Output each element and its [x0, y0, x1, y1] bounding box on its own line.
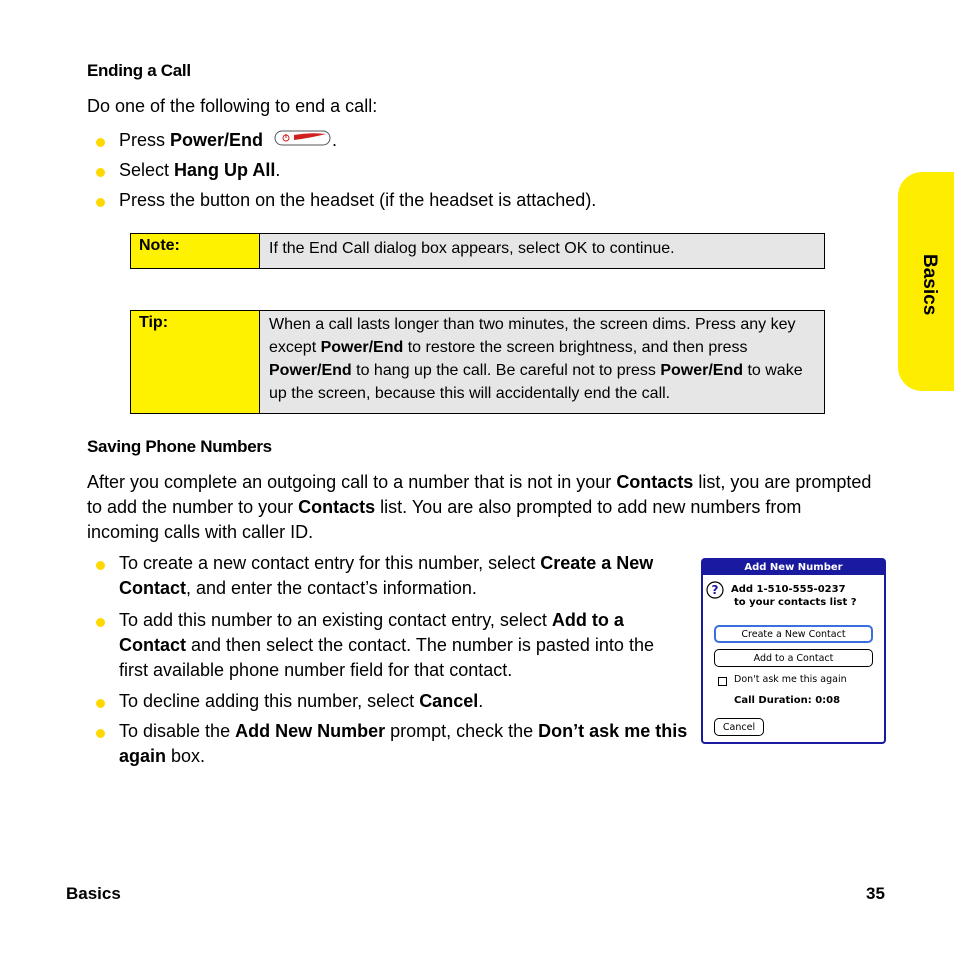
create-new-contact-button[interactable]: Create a New Contact	[714, 625, 873, 643]
dialog-title: Add New Number	[703, 560, 884, 575]
saving-bullet-3: To decline adding this number, select Cancel.	[119, 691, 484, 711]
saving-bullet-1: To create a new contact entry for this number, select Create a New Contact, and enter the contact’s information.	[119, 553, 654, 598]
bullet-icon	[96, 168, 105, 177]
add-to-contact-button[interactable]: Add to a Contact	[714, 649, 873, 667]
bullet-icon	[96, 618, 105, 627]
saving-bullet-2: To add this number to an existing contact entry, select Add to a Contact and then select the contact. The number is pasted into the first available phone number field for that contact.	[119, 610, 654, 680]
note-text: If the End Call dialog box appears, select OK to continue.	[260, 234, 824, 268]
call-duration: Call Duration: 0:08	[734, 695, 841, 706]
page-number: 35	[866, 884, 885, 903]
heading-saving-phone-numbers: Saving Phone Numbers	[87, 437, 272, 456]
bullet-icon	[96, 699, 105, 708]
question-icon	[706, 581, 724, 599]
dont-ask-checkbox[interactable]	[718, 677, 727, 686]
heading-ending-a-call: Ending a Call	[87, 61, 191, 80]
note-label: Note:	[131, 234, 260, 268]
bullet-icon	[96, 729, 105, 738]
bullet-icon	[96, 198, 105, 207]
footer-section: Basics	[66, 884, 121, 903]
power-end-key-icon	[274, 129, 332, 154]
note-box	[130, 233, 825, 269]
ending-intro: Do one of the following to end a call:	[87, 96, 378, 116]
svg-text:?: ?	[711, 583, 719, 597]
bullet-icon	[96, 561, 105, 570]
section-tab-label: Basics	[919, 254, 940, 316]
ending-bullet-3: Press the button on the headset (if the headset is attached).	[119, 190, 597, 210]
add-new-number-dialog	[701, 558, 886, 744]
tip-box	[130, 310, 825, 414]
dont-ask-label: Don't ask me this again	[734, 674, 847, 685]
saving-intro: After you complete an outgoing call to a number that is not in your Contacts list, you are prompted to add the number to your Contacts list. You are also prompted to add new numbers from incoming calls with caller ID.	[87, 472, 872, 542]
dialog-message: Add 1-510-555-0237 to your contacts list ?	[731, 584, 857, 608]
ending-bullet-2: Select Hang Up All.	[119, 160, 281, 180]
tip-label: Tip:	[131, 311, 260, 413]
tip-text: When a call lasts longer than two minutes, the screen dims. Press any key except Power/End to restore the screen brightness, and then press Power/End to hang up the call. Be careful not to press Power/End to wake up the screen, because this will accidentally end the call.	[260, 311, 824, 413]
ending-bullet-1: Press Power/End .	[119, 128, 337, 154]
saving-bullet-4: To disable the Add New Number prompt, check the Don’t ask me this again box.	[119, 721, 688, 766]
bullet-icon	[96, 138, 105, 147]
cancel-button[interactable]: Cancel	[714, 718, 764, 736]
